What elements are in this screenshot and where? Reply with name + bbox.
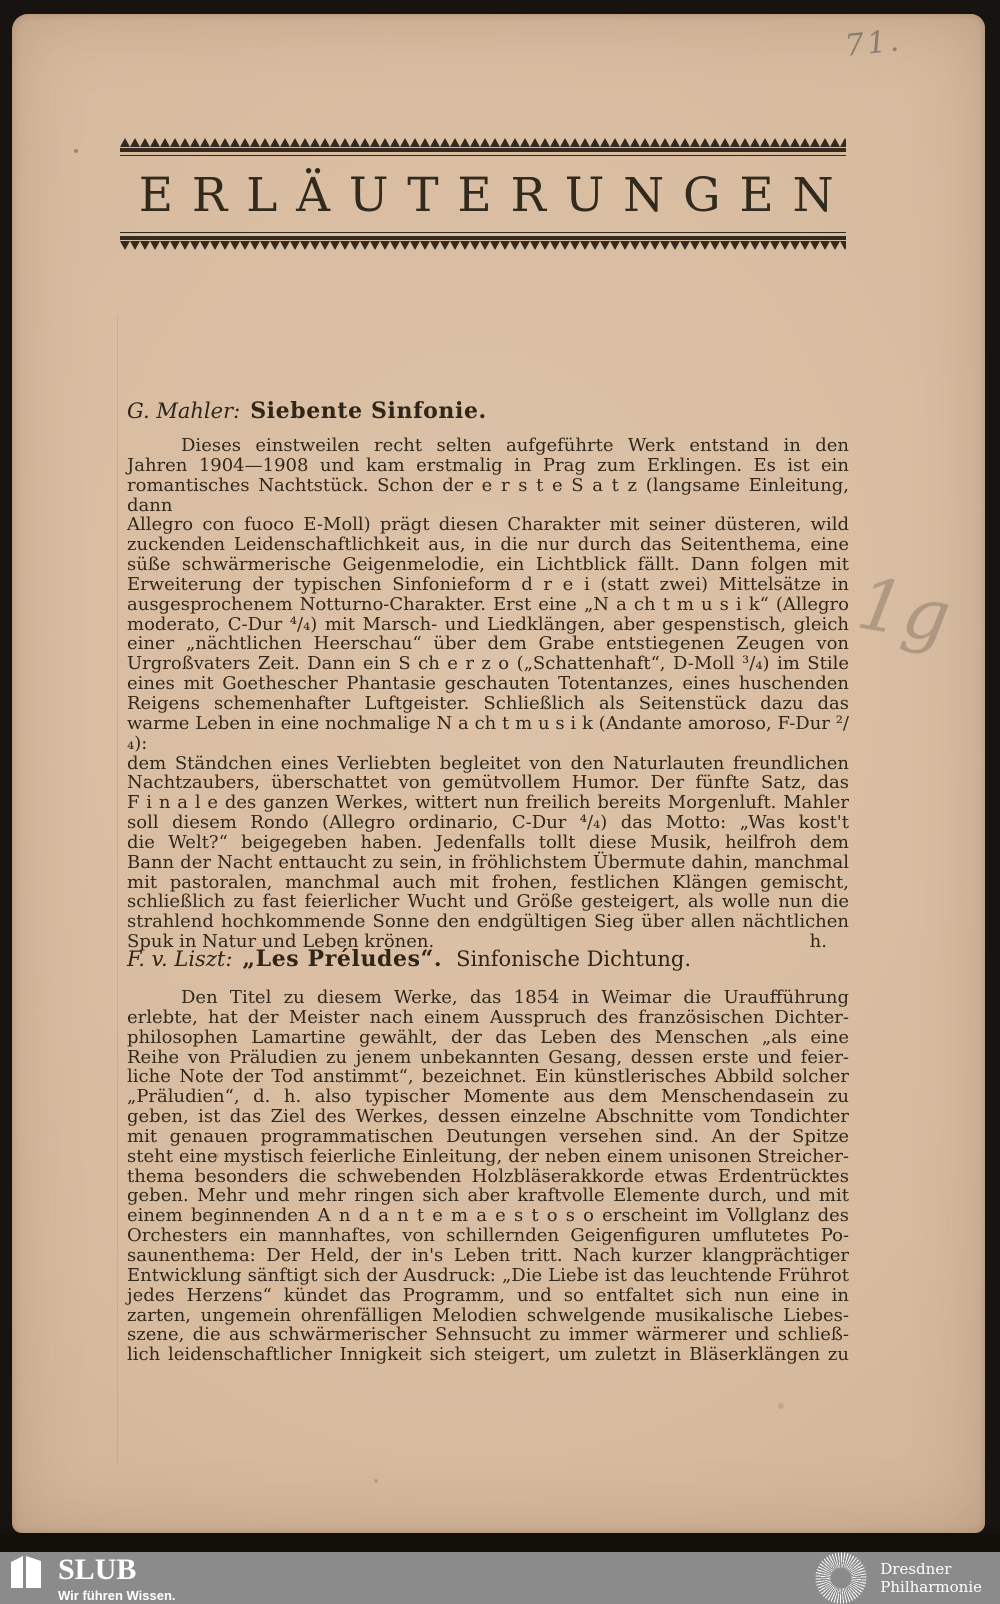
text-line: ausgesprochenem Notturno-Charakter. Erst eine „N a ch t m u s i k“ (Allegro (127, 593, 849, 615)
text-line: „Präludien“, d. h. also typischer Momente aus dem Menschendasein zu (127, 1086, 849, 1108)
paper-specks (74, 149, 78, 153)
composer-name: G. Mahler: (127, 399, 241, 423)
banner-rule (120, 148, 846, 152)
slub-tagline: Wir führen Wissen. (58, 1588, 176, 1603)
philharmonie-name (880, 1560, 982, 1596)
banner-rule (120, 236, 846, 240)
text-line: zarten, ungemein ohrenfälligen Melodien schwelgende musikalische Liebes- (127, 1304, 849, 1326)
text-line: moderato, C-Dur ⁴/₄) mit Marsch- und Liedklängen, aber gespenstisch, gleich (127, 613, 849, 635)
text-line: Den Titel zu diesem Werke, das 1854 in Weimar die Uraufführung (181, 987, 849, 1008)
text-line: Erweiterung der typischen Sinfonieform d r e i (statt zwei) Mittelsätze in (127, 573, 849, 595)
text-line: mit pastoralen, manchmal auch mit frohen, festlichen Klängen gemischt, (127, 871, 849, 893)
text-line: geben. Mehr und mehr ringen sich aber kraftvolle Elemente durch, und mit (127, 1185, 849, 1207)
philharmonie-name-line1: Dresdner (880, 1560, 952, 1578)
text-line: strahlend hochkommende Sonne den endgültigen Sieg über allen nächtlichen (127, 911, 849, 933)
handwritten-margin-note: 1g (851, 560, 957, 660)
text-line: szene, die aus schwärmerischer Sehnsucht zu immer wärmerer und schließ- (127, 1324, 849, 1346)
text-line: mit genauen programmatischen Deutungen versehen sind. An der Spitze (127, 1125, 849, 1147)
work-title: „Les Préludes“. (242, 946, 443, 972)
section-body-liszt (127, 988, 849, 1365)
section-body-mahler (127, 436, 849, 952)
text-line: romantisches Nachtstück. Schon der e r s t e S a t z (langsame Einleitung, dann (127, 474, 849, 516)
text-line: süße schwärmerische Geigenmelodie, ein Lichtblick fällt. Dann folgen mit (127, 554, 849, 576)
text-line: lich leidenschaftlicher Innigkeit sich steigert, um zuletzt in Bläserklängen zu (127, 1344, 849, 1366)
title-banner (120, 138, 853, 250)
text-line: eines mit Goethescher Phantasie geschauten Totentanzes, eines huschenden (127, 673, 849, 695)
slub-logo (0, 1553, 176, 1603)
text-line: Orchesters ein mannhaftes, von schillernden Geigenfiguren umflutetes Po- (127, 1225, 849, 1247)
text-line: jedes Herzens“ kündet das Programm, und so entfaltet sich nun eine in (127, 1284, 849, 1306)
sawtooth-top-decoration (120, 138, 846, 147)
text-line: die Welt?“ beigegeben haben. Jedenfalls tollt diese Musik, heilfroh dem (127, 831, 849, 853)
philharmonie-sunburst-icon (814, 1551, 868, 1604)
text-line: warme Leben in eine nochmalige N a ch t m u s i k (Andante amoroso, F-Dur ²/₄): (127, 712, 849, 754)
slub-wordmark: SLUB (58, 1553, 137, 1586)
text-line: saunenthema: Der Held, der in's Leben tritt. Nach kurzer klangprächtiger (127, 1244, 849, 1266)
author-initial: h. (809, 931, 827, 953)
scan-shadow-strip (0, 1533, 1000, 1552)
text-line: Allegro con fuoco E-Moll) prägt diesen Charakter mit seiner düsteren, wild (127, 514, 849, 536)
text-line: Urgroßvaters Zeit. Dann ein S ch e r z o („Schattenhaft“, D-Moll ³/₄) im Stile (127, 653, 849, 675)
text-line: zuckenden Leidenschaftlichkeit aus, in die nur durch das Seitenthema, eine (127, 534, 849, 556)
text-line: Spuk in Natur und Leben krönen. (127, 931, 435, 953)
text-line: erlebte, hat der Meister nach einem Ausspruch des französischen Dichter- (127, 1006, 849, 1028)
text-line: Nachtzaubers, überschattet von gemütvollem Humor. Der fünfte Satz, das (127, 772, 849, 794)
text-line: Entwicklung sänftigt sich der Ausdruck: „Die Liebe ist das leuchtende Frührot (127, 1264, 849, 1286)
text-line: Reihe von Präludien zu jenem unbekannten Gesang, dessen erste und feier- (127, 1046, 849, 1068)
text-line: thema besonders die schwebenden Holzbläserakkorde etwas Erdentrücktes (127, 1165, 849, 1187)
text-line: Jahren 1904—1908 und kam erstmalig in Prag zum Erklingen. Es ist ein (127, 454, 849, 476)
sawtooth-bottom-decoration (120, 241, 846, 250)
text-line: Dieses einstweilen recht selten aufgeführte Werk entstand in den (181, 435, 849, 456)
page-title: ERLÄUTERUNGEN (138, 168, 853, 223)
composer-name: F. v. Liszt: (127, 947, 233, 971)
text-line: einem beginnenden A n d a n t e m a e s t o s o erscheint im Vollglanz des (127, 1205, 849, 1227)
section-heading-mahler (127, 398, 849, 424)
text-line: soll diesem Rondo (Allegro ordinario, C-Dur ⁴/₄) das Motto: „Was kost't (127, 812, 849, 834)
text-line: geben, ist das Ziel des Werkes, dessen einzelne Abschnitte vom Tondichter (127, 1106, 849, 1128)
footer-bar (0, 1552, 1000, 1604)
work-title: Siebente Sinfonie. (250, 398, 487, 424)
philharmonie-name-line2: Philharmonie (880, 1578, 982, 1596)
work-subtitle: Sinfonische Dichtung. (456, 947, 692, 971)
text-line: dem Ständchen eines Verliebten begleitet von den Naturlauten freundlichen (127, 752, 849, 774)
handwritten-page-number: 71. (843, 23, 904, 64)
text-line: liche Note der Tod anstimmt“, bezeichnet. Ein künstlerisches Abbild solcher (127, 1066, 849, 1088)
banner-rule (120, 232, 846, 233)
text-line: F i n a l e des ganzen Werkes, wittert nun freilich bereits Morgenluft. Mahler (127, 792, 849, 814)
text-line: philosophen Lamartine gewählt, der das Leben des Menschen „als eine (127, 1026, 849, 1048)
section-heading-liszt (127, 946, 849, 972)
text-line: Reigens schemenhafter Luftgeister. Schließlich als Seitenstück dazu das (127, 692, 849, 714)
slub-book-icon (8, 1553, 44, 1591)
text-line: schließlich zu fast feierlicher Wucht und Größe gesteigert, als wolle nun die (127, 891, 849, 913)
philharmonie-logo (814, 1551, 1000, 1604)
text-line: Bann der Nacht enttaucht zu sein, in fröhlichstem Übermute dahin, manchmal (127, 851, 849, 873)
text-line: einer „nächtlichen Heerschau“ über dem Grabe entstiegenen Zeugen von (127, 633, 849, 655)
text-line: steht eine mystisch feierliche Einleitung, der neben einem unisonen Streicher- (127, 1145, 849, 1167)
